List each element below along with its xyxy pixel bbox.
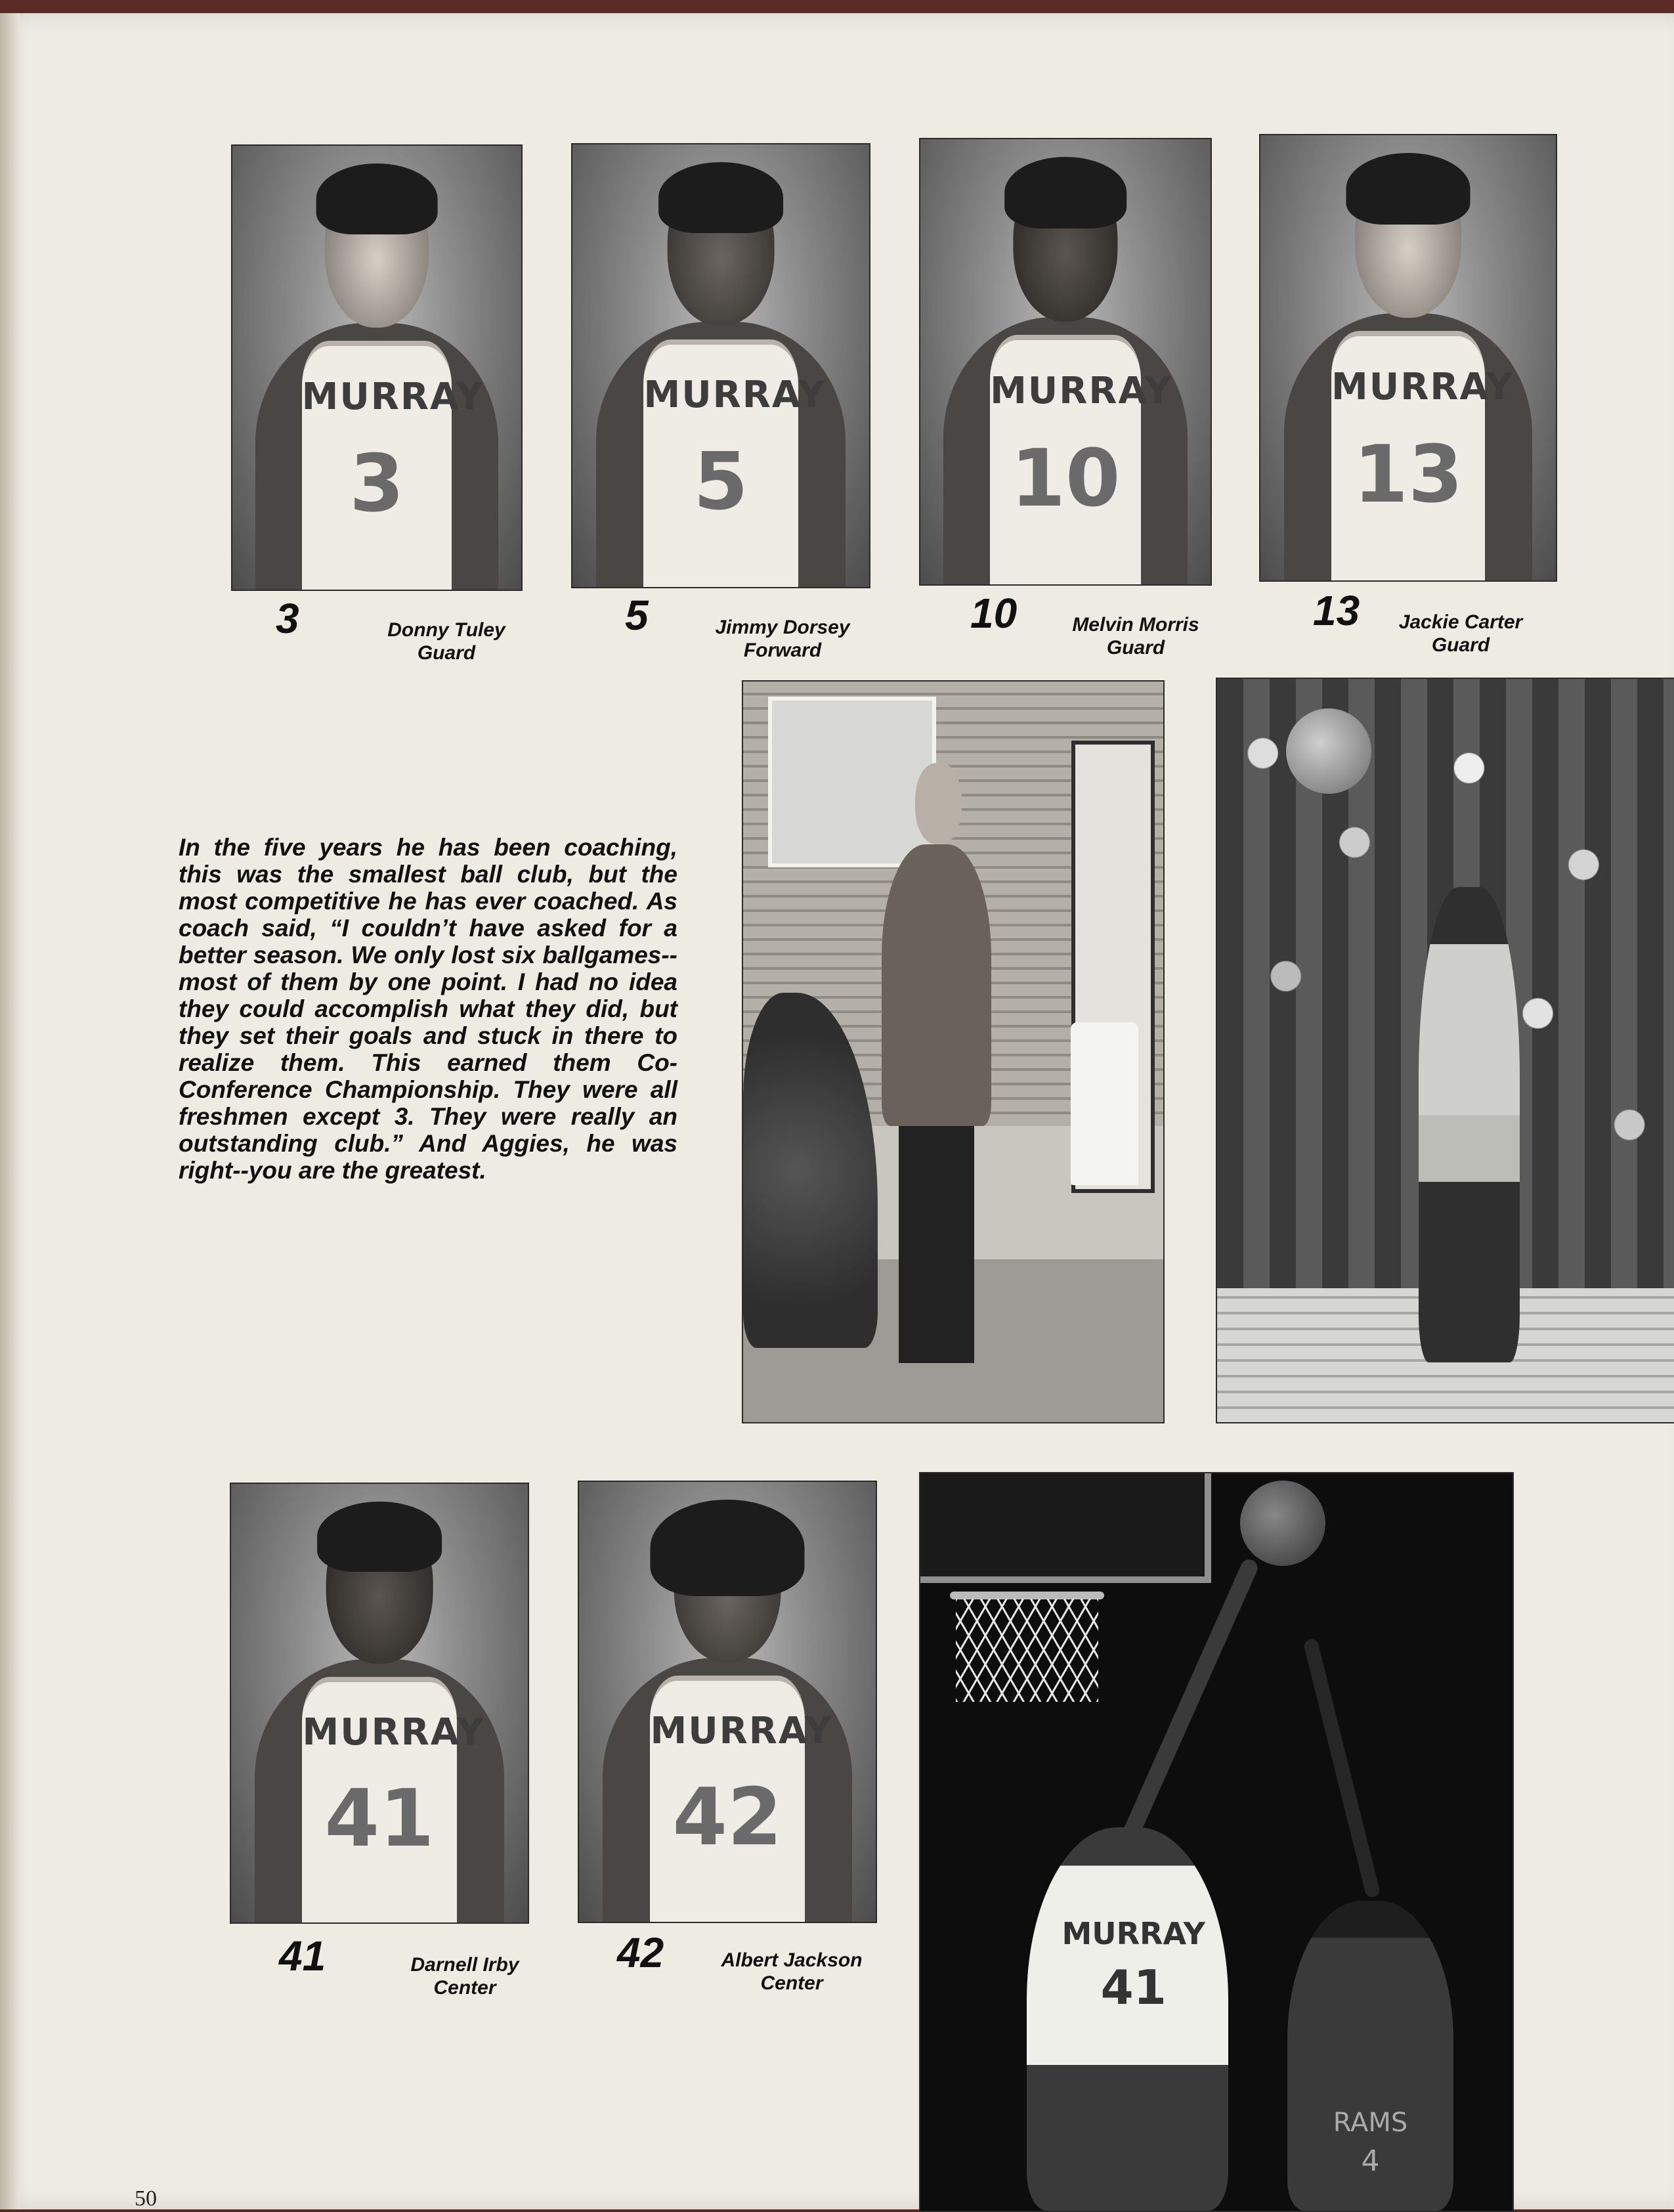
player-position: Guard: [1431, 634, 1490, 656]
player-number-label: 3: [276, 595, 299, 642]
player-portrait-41: [230, 1483, 529, 1924]
game-action-photo-rebound: [919, 1472, 1514, 2212]
player-number-label: 42: [617, 1929, 664, 1976]
player-position: Guard: [1106, 637, 1165, 659]
basketball: [1286, 708, 1371, 794]
coach-quote-paragraph: In the five years he has been coaching, this was the smallest ball club, but the most competitive he has ever coached. As coach said, “I couldn’t have asked for a better season. We only lost six ballgames--most of them by one point. I had no idea they could accomplish what they did, but they set their goals and stuck in there to realize them. This earned them Co-Conference Championship. They were all freshmen except 3. They were really an outstanding club.” And Aggies, he was right--you are the greatest.: [179, 834, 677, 1184]
jersey-lettering: MURRAY: [302, 1710, 485, 1754]
jersey-lettering: MURRAY: [1331, 365, 1514, 408]
player-name: Donny Tuley: [387, 619, 505, 641]
player-name-caption: [379, 1953, 550, 1999]
page-binding-edge: [0, 13, 20, 2209]
opponent-jersey-lettering: RAMS: [1333, 2107, 1408, 2138]
player-name: Darnell Irby: [410, 1954, 519, 1976]
player-portrait-3: [231, 144, 523, 591]
basketball: [1240, 1481, 1325, 1566]
jersey-lettering: MURRAY: [643, 373, 826, 416]
player-number-label: 10: [970, 590, 1018, 637]
player-name-caption: [361, 618, 532, 664]
jersey-number: 41: [324, 1773, 435, 1865]
player-name-caption: [697, 616, 868, 662]
jersey-number: 10: [1010, 433, 1121, 525]
jersey-lettering: MURRAY: [1062, 1915, 1205, 1951]
player-position: Center: [433, 1977, 496, 1999]
coach-photo: [742, 680, 1165, 1423]
player-position: Guard: [417, 642, 476, 664]
player-name-caption: [1050, 613, 1221, 659]
player-portrait-42: [578, 1481, 877, 1923]
player-position: Center: [760, 1972, 823, 1994]
player-position: Forward: [743, 640, 822, 661]
jersey-number: 42: [672, 1772, 783, 1864]
jersey-number: 3: [349, 439, 404, 531]
jersey-lettering: MURRAY: [990, 369, 1173, 412]
player-name-caption: [706, 1949, 877, 1995]
page-number: 50: [135, 2186, 157, 2211]
player-name: Jackie Carter: [1398, 611, 1523, 633]
player-name: Albert Jackson: [721, 1949, 863, 1971]
jersey-number: 13: [1353, 429, 1463, 521]
player-number-label: 41: [279, 1932, 326, 1980]
jersey-lettering: MURRAY: [650, 1709, 833, 1752]
player-number-label: 13: [1313, 587, 1360, 634]
jersey-number: 5: [693, 436, 748, 528]
opponent-jersey-number: 4: [1361, 2144, 1380, 2178]
player-portrait-13: [1259, 134, 1557, 582]
jersey-lettering: MURRAY: [301, 375, 484, 418]
jersey-number: 41: [1100, 1960, 1167, 2016]
player-name-caption: [1375, 611, 1546, 657]
player-portrait-10: [919, 138, 1212, 586]
player-number-label: 5: [625, 592, 649, 639]
player-portrait-5: [571, 143, 870, 588]
player-name: Jimmy Dorsey: [715, 617, 850, 638]
game-action-photo-shot: [1216, 678, 1674, 1423]
player-name: Melvin Morris: [1072, 614, 1199, 636]
